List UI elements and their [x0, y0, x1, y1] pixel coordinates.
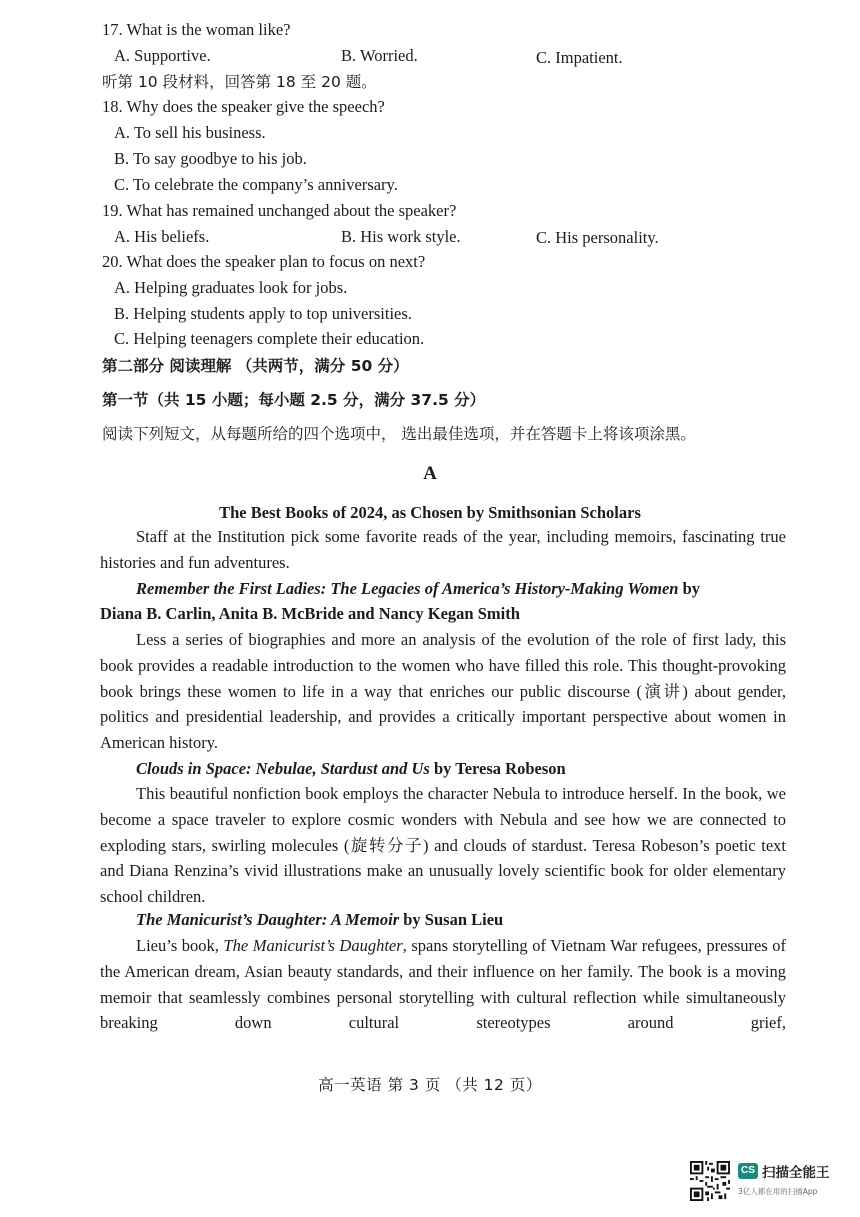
q20-option-a: A. Helping graduates look for jobs. [114, 278, 348, 297]
question-18: 18. Why does the speaker give the speech? [102, 97, 385, 116]
camscanner-logo-icon: CS [738, 1163, 758, 1179]
reading-instruction: 阅读下列短文，从每题所给的四个选项中， 选出最佳选项，并在答题卡上将该项涂黑。 [102, 425, 696, 443]
section-one-title: 第一节（共 15 小题；每小题 2.5 分，满分 37.5 分） [102, 391, 486, 409]
q18-option-a: A. To sell his business. [114, 123, 266, 142]
book-3-text-post: , spans storytelling of Vietnam War refugees, pressures of the American dream, Asian beauty standards, and their influence on her family. The book is a moving memoir that seamlessly combines personal storytelling with cultural reflection while simultaneously breaking down cultural stereotypes around grief, [100, 936, 786, 1033]
question-17: 17. What is the woman like? [102, 20, 291, 39]
book-2-heading [100, 756, 786, 782]
book-1-authors: Diana B. Carlin, Anita B. McBride and Nancy Kegan Smith [100, 604, 520, 623]
book-2-author: by Teresa Robeson [429, 759, 566, 778]
q20-option-c: C. Helping teenagers complete their education. [114, 329, 425, 348]
book-1-heading [100, 576, 786, 602]
passage-letter: A [423, 463, 437, 484]
book-1-description: Less a series of biographies and more an analysis of the evolution of the role of first lady, this book provides a readable introduction to the women who have filled this role. This thought-provoking book brings these women to life in a way that enriches our public discourse (演讲) about gender, politics and presidential leadership, and provides a critically important perspective about women in American history. [100, 630, 786, 753]
q19-option-c: C. His personality. [536, 228, 659, 247]
question-19: 19. What has remained unchanged about the speaker? [102, 201, 457, 220]
page-footer: 高一英语 第 3 页 （共 12 页） [318, 1076, 542, 1094]
passage-title: The Best Books of 2024, as Chosen by Smithsonian Scholars [219, 503, 641, 522]
q17-option-c: C. Impatient. [536, 48, 623, 67]
qr-code-icon [690, 1161, 730, 1201]
listening-instruction: 听第 10 段材料，回答第 18 至 20 题。 [102, 73, 377, 91]
part-two-title: 第二部分 阅读理解 （共两节，满分 50 分） [102, 357, 409, 375]
book-3-heading [100, 907, 786, 933]
question-20: 20. What does the speaker plan to focus on next? [102, 252, 426, 271]
camscanner-tagline: 3亿人都在用的扫描App [738, 1187, 818, 1196]
book-1-by: by [678, 579, 701, 598]
q18-option-c: C. To celebrate the company’s anniversary. [114, 175, 398, 194]
q18-option-b: B. To say goodbye to his job. [114, 149, 307, 168]
intro-paragraph: Staff at the Institution pick some favorite reads of the year, including memoirs, fascinating true histories and fun adventures. [100, 527, 786, 572]
q17-option-b: B. Worried. [341, 46, 418, 65]
book-1-title: Remember the First Ladies: The Legacies of America’s History-Making Women [136, 579, 679, 598]
q20-option-b: B. Helping students apply to top universities. [114, 304, 412, 323]
book-2-description: This beautiful nonfiction book employs the character Nebula to introduce herself. In the book, we become a space traveler to explore cosmic wonders with Nebula and see how we are connected to exploding stars, swirling molecules (旋转分子) and clouds of stardust. Teresa Robeson’s poetic text and Diana Renzina’s vivid illustrations make an unusually lovely scientific book for older elementary school children. [100, 784, 786, 907]
q19-option-a: A. His beliefs. [114, 227, 210, 246]
book-3-description [100, 933, 786, 1036]
book-3-title: The Manicurist’s Daughter: A Memoir [136, 910, 400, 929]
book-2-title: Clouds in Space: Nebulae, Stardust and Us [136, 759, 430, 778]
camscanner-name: 扫描全能王 [762, 1165, 830, 1181]
q19-option-b: B. His work style. [341, 227, 461, 246]
book-3-author: by Susan Lieu [399, 910, 504, 929]
book-3-inline-title: The Manicurist’s Daughter [223, 936, 403, 955]
q17-option-a: A. Supportive. [114, 46, 211, 65]
book-3-text-pre: Lieu’s book, [136, 936, 224, 955]
